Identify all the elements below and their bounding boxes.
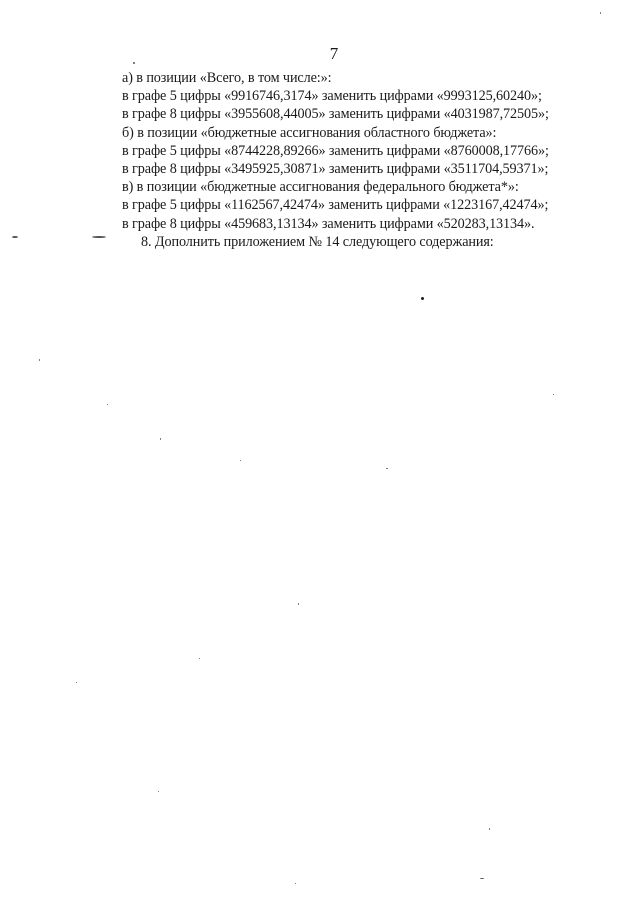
scan-speck <box>489 828 490 830</box>
text-line: 8. Дополнить приложением № 14 следующего содержания: <box>141 233 494 250</box>
text-line: в графе 8 цифры «3495925,30871» заменить цифрами «3511704,59371»; <box>122 161 549 178</box>
scan-speck <box>92 236 106 238</box>
scan-speck <box>160 438 161 440</box>
text-line: в) в позиции «бюджетные ассигнования федерального бюджета*»: <box>122 179 519 196</box>
scan-speck <box>480 878 484 879</box>
scan-speck <box>295 883 296 884</box>
document-body <box>122 69 622 251</box>
scan-speck <box>12 236 18 238</box>
text-line: б) в позиции «бюджетные ассигнования областного бюджета»: <box>122 124 497 141</box>
text-line: в графе 5 цифры «8744228,89266» заменить цифрами «8760008,17766»; <box>122 142 549 159</box>
scan-speck <box>240 460 241 461</box>
scan-speck <box>107 404 108 405</box>
scan-speck <box>421 297 424 300</box>
scan-speck <box>553 394 554 395</box>
page-number: 7 <box>329 44 339 63</box>
scan-speck <box>133 62 135 64</box>
text-line: в графе 5 цифры «1162567,42474» заменить цифрами «1223167,42474»; <box>122 197 549 214</box>
scan-speck <box>386 468 388 469</box>
scan-speck <box>199 658 200 659</box>
text-line: в графе 8 цифры «459683,13134» заменить цифрами «520283,13134». <box>122 215 535 232</box>
scan-speck <box>298 603 299 605</box>
scan-speck <box>600 12 601 14</box>
scan-speck <box>158 791 159 792</box>
text-line: а) в позиции «Всего, в том числе:»: <box>122 70 332 86</box>
text-line: в графе 5 цифры «9916746,3174» заменить цифрами «9993125,60240»; <box>122 88 542 105</box>
text-line: в графе 8 цифры «3955608,44005» заменить цифрами «4031987,72505»; <box>122 106 549 123</box>
scan-speck <box>76 682 77 683</box>
scan-speck <box>39 359 40 361</box>
